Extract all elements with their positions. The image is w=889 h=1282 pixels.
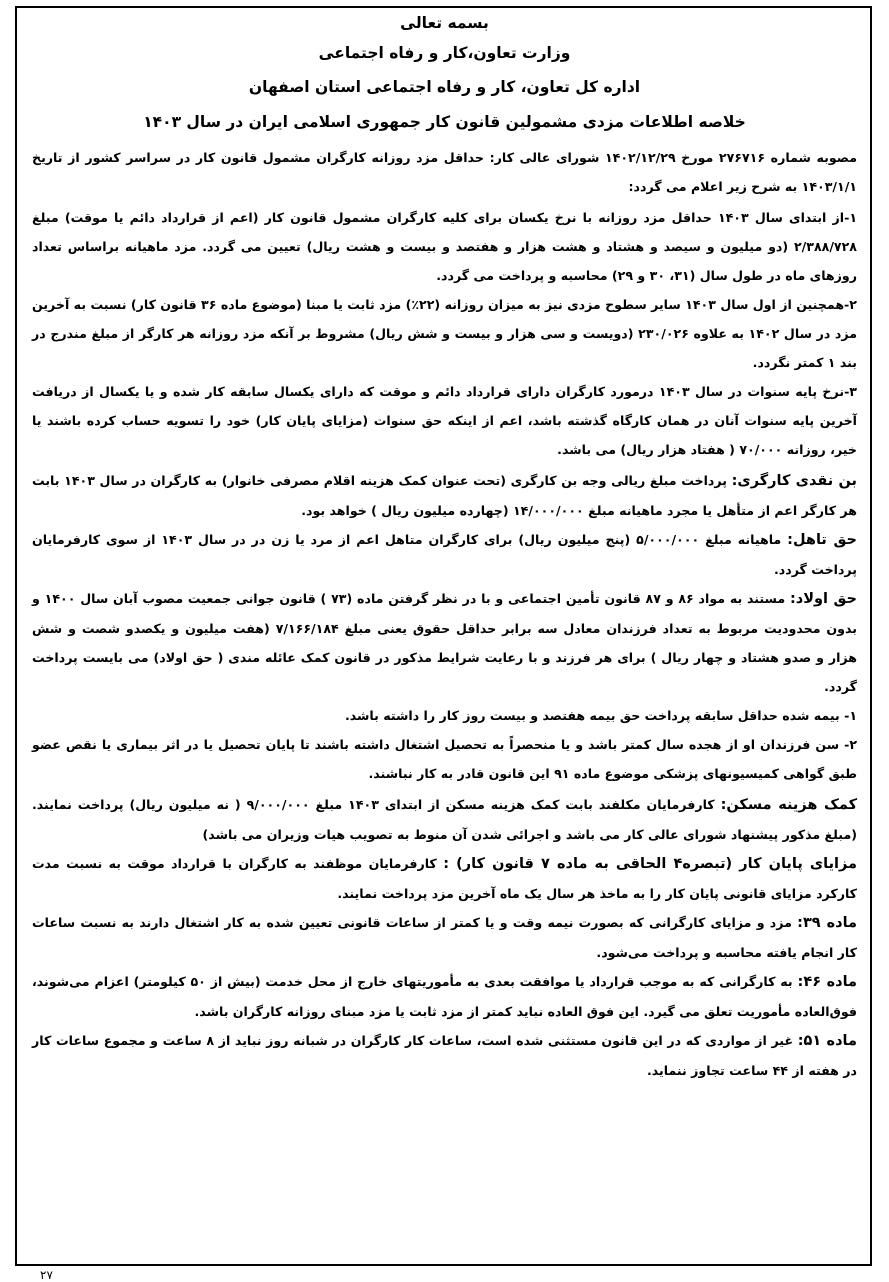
section-bon — [32, 466, 857, 525]
item-3: ۳-نرخ پایه سنوات در سال ۱۴۰۳ درمورد کارگران دارای قرارداد دائم و موقت که دارای یکسال سابقه کار شده و یا یکسال از دریافت آخرین پایه سنوات آنان در همان کارگاه گذشته باشد، اعم از اینکه حق سنوات (مزایای پایان کار) خود را تسویه حساب کرده باشند یا خیر، روزانه ۷۰/۰۰۰ ( هفتاد هزار ریال) می باشد. — [32, 384, 857, 457]
section-bon-text: پرداخت مبلغ ریالی وجه بن کارگری (تحت عنوان کمک هزینه اقلام مصرفی خانوار) به کارگران در سال ۱۴۰۳ بابت هر کارگر اعم از متأهل یا مجرد ماهیانه مبلغ ۱۴/۰۰۰/۰۰۰ (چهارده میلیون ریال ) خواهد بود. — [32, 473, 857, 518]
section-housing-text: کارفرمایان مکلفند بابت کمک هزینه مسکن از ابتدای ۱۴۰۳ مبلغ ۹/۰۰۰/۰۰۰ ( نه میلیون ریال) پرداخت نمایند. (مبلغ مذکور پیشنهاد شورای عالی کار می باشد و اجرائی شدن آن منوط به تصویب هیات وزیران می باشد) — [32, 797, 857, 842]
document-body — [32, 14, 857, 1085]
section-marriage — [32, 525, 857, 584]
section-article-46-label: ماده ۴۶: — [797, 974, 857, 990]
section-article-46-text: به کارگرانی که به موجب قرارداد یا موافقت بعدی به مأموریتهای خارج از محل خدمت (بیش از ۵۰ کیلومتر) اعزام می‌شوند، فوق‌العاده مأموریت تعلق می گیرد. این فوق العاده نباید کمتر از مزد ثابت یا مزد مبنای روزانه کارگران باشد. — [32, 974, 857, 1019]
office-name: اداره کل تعاون، کار و رفاه اجتماعی استان اصفهان — [248, 78, 641, 96]
section-article-51-label: ماده ۵۱: — [797, 1033, 857, 1049]
section-child-text: مستند به مواد ۸۶ و ۸۷ قانون تأمین اجتماعی و با در نظر گرفتن ماده (۷۳ ) قانون جوانی جمعیت مصوب آبان سال ۱۴۰۰ و بدون محدودیت مربوط به تعداد فرزندان معادل سه برابر حداقل حقوق یعنی مبلغ ۷/۱۶۶/۱۸۴ (هفت میلیون و یکصدو شصت و شش هزار و صدو هشتاد و چهار ریال ) برای هر فرزند و با رعایت شرایط مذکور در قانون کمک عائله مندی ( حق اولاد) می بایست پرداخت گردد. — [32, 591, 857, 694]
section-severance-label: مزایای پایان کار (تبصره۴ الحاقی به ماده ۷ قانون کار) : — [443, 856, 858, 872]
section-marriage-text: ماهیانه مبلغ ۵/۰۰۰/۰۰۰ (پنج میلیون ریال) برای کارگران متاهل اعم از مرد یا زن در در سال ۱۴۰۳ از سوی کارفرمایان پرداخت گردد. — [32, 532, 857, 577]
section-housing-label: کمک هزینه مسکن: — [720, 797, 858, 813]
item-1: ۱-از ابتدای سال ۱۴۰۳ حداقل مزد روزانه با نرخ یکسان برای کلیه کارگران مشمول قانون کار (اعم از قرارداد دائم یا موقت) مبلغ ۲/۳۸۸/۷۲۸ (دو میلیون و سیصد و هشتاد و هشت هزار و هفتصد و بیست و هشت ریال) تعیین می گردد. مزد ماهیانه براساس تعداد روزهای ماه در طول سال (۳۱، ۳۰ و ۲۹) محاسبه و پرداخت می گردد. — [32, 210, 857, 283]
condition-1: ۱- بیمه شده حداقل سابقه پرداخت حق بیمه هفتصد و بیست روز کار را داشته باشد. — [344, 708, 857, 723]
section-article-39-text: مزد و مزایای کارگرانی که بصورت نیمه وقت و یا کمتر از ساعات قانونی تعیین شده به کار اشتغال دارند به نسبت ساعات کار انجام یافته محاسبه و پرداخت می‌شود. — [32, 915, 857, 960]
section-severance-text: کارفرمایان موظفند به کارگران با قرارداد موقت به نسبت مدت کارکرد مزایای قانونی پایان کار را به ماخذ هر سال یک ماه آخرین مزد پرداخت نمایند. — [32, 856, 857, 901]
section-child — [32, 584, 857, 701]
section-article-46 — [32, 967, 857, 1026]
intro-paragraph: مصوبه شماره ۲۷۶۷۱۶ مورخ ۱۴۰۲/۱۲/۲۹ شورای عالی کار: حداقل مزد روزانه کارگران مشمول قانون کار در سراسر کشور از تاریخ ۱۴۰۳/۱/۱ به شرح زیر اعلام می گردد: — [32, 150, 857, 194]
basmala: بسمه تعالی — [400, 14, 489, 32]
section-severance — [32, 849, 857, 908]
section-article-39 — [32, 908, 857, 967]
item-2: ۲-همچنین از اول سال ۱۴۰۳ سایر سطوح مزدی نیز به میزان روزانه (۲۲٪) مزد ثابت یا مبنا (موضوع ماده ۳۶ قانون کار) نسبت به آخرین مزد در سال ۱۴۰۲ به علاوه ۲۳۰/۰۲۶ (دویست و سی هزار و بیست و شش ریال) مشروط بر آنکه مزد روزانه هر کارگر از مبلغ مندرج در بند ۱ کمتر نگردد. — [32, 297, 857, 370]
page-number: ۲۷ — [40, 1268, 53, 1282]
section-housing — [32, 790, 857, 849]
ministry-name: وزارت تعاون،کار و رفاه اجتماعی — [318, 44, 571, 62]
section-article-51-text: غیر از مواردی که در این قانون مستثنی شده است، ساعات کار کارگران در شبانه روز نباید از ۸ ساعت و مجموع ساعات کار در هفته از ۴۴ ساعت تجاوز ننماید. — [32, 1033, 857, 1078]
condition-2: ۲- سن فرزندان او از هجده سال کمتر باشد و یا منحصراً به تحصیل اشتغال داشته باشند تا پایان تحصیل یا در اثر بیماری یا نقص عضو طبق گواهی کمیسیونهای پزشکی موضوع ماده ۹۱ این قانون قادر به کار نباشند. — [32, 737, 857, 781]
section-bon-label: بن نقدی کارگری: — [731, 473, 858, 489]
document-title: خلاصه اطلاعات مزدی مشمولین قانون کار جمهوری اسلامی ایران در سال ۱۴۰۳ — [143, 113, 746, 131]
section-article-51 — [32, 1026, 857, 1085]
section-marriage-label: حق تاهل: — [787, 532, 857, 548]
section-article-39-label: ماده ۳۹: — [797, 915, 857, 931]
section-child-label: حق اولاد: — [789, 591, 857, 607]
